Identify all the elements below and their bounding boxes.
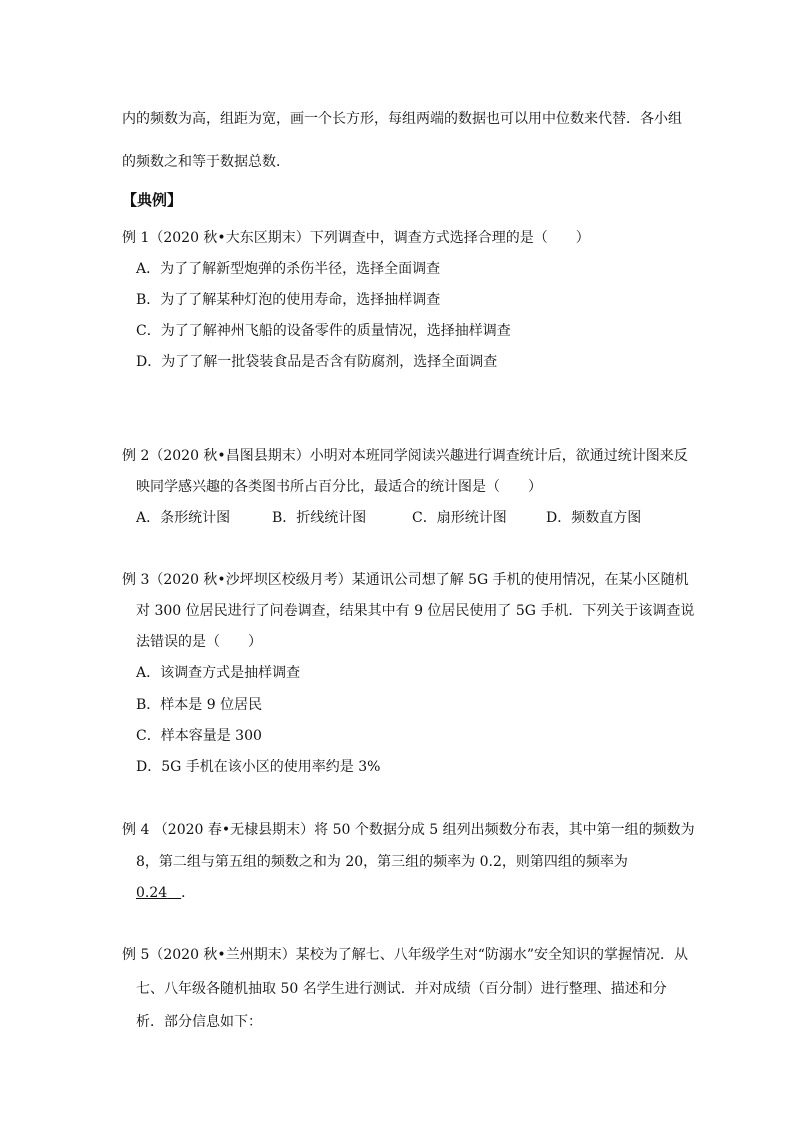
example-2-options	[136, 509, 641, 527]
example-4-answer-blank	[136, 885, 181, 901]
example-1-option-d: D．为了了解一批袋装食品是否含有防腐剂，选择全面调查	[136, 354, 498, 370]
example-4-answer-suffix: ．	[181, 885, 196, 901]
example-3-stem-line-1: 例 3（2020 秋•沙坪坝区校级月考）某通讯公司想了解 5G 手机的使用情况，在某小区随机	[122, 572, 689, 588]
example-3-stem-line-2: 对 300 位居民进行了问卷调查，结果其中有 9 位居民使用了 5G 手机．下列关于该调查说	[136, 603, 695, 619]
example-1-option-a: A．为了了解新型炮弹的杀伤半径，选择全面调查	[136, 261, 441, 277]
example-1-option-b: B．为了了解某种灯泡的使用寿命，选择抽样调查	[136, 292, 441, 308]
example-3-option-c: C．样本容量是 300	[136, 728, 262, 744]
example-2-option-c: C．扇形统计图	[412, 510, 507, 526]
example-5-stem-line-1: 例 5（2020 秋•兰州期末）某校为了解七、八年级学生对“防溺水”安全知识的掌握情况．从	[122, 947, 689, 963]
example-5-stem-line-2: 七、八年级各随机抽取 50 名学生进行测试．并对成绩（百分制）进行整理、描述和分	[136, 981, 667, 997]
example-4-stem-line-2: 8，第二组与第五组的频数之和为 20，第三组的频率为 0.2，则第四组的频率为	[136, 854, 628, 870]
example-3-option-a: A．该调查方式是抽样调查	[136, 665, 301, 681]
example-3-option-d: D．5G 手机在该小区的使用率约是 3%	[136, 759, 381, 775]
example-4-stem-line-1: 例 4 （2020 春•无棣县期末）将 50 个数据分成 5 组列出频数分布表，其中第一组的频数为	[122, 822, 695, 838]
example-4-answer: 0.24	[136, 885, 168, 901]
intro-line-1: 内的频数为高，组距为宽，画一个长方形，每组两端的数据也可以用中位数来代替．各小组	[122, 111, 682, 127]
example-2-stem-line-1: 例 2（2020 秋•昌图县期末）小明对本班同学阅读兴趣进行调查统计后，欲通过统计图来反	[122, 448, 688, 464]
example-4-answer-line	[136, 884, 195, 902]
example-1-stem: 例 1（2020 秋•大东区期末）下列调查中，调查方式选择合理的是（ ）	[122, 230, 590, 246]
example-2-option-d: D．频数直方图	[546, 510, 642, 526]
example-2-option-b: B．折线统计图	[272, 510, 367, 526]
example-1-option-c: C．为了了解神州飞船的设备零件的质量情况，选择抽样调查	[136, 323, 511, 339]
example-3-stem-line-3: 法错误的是（ ）	[136, 634, 262, 650]
example-2-option-a: A．条形统计图	[136, 510, 231, 526]
intro-line-2: 的频数之和等于数据总数．	[122, 154, 290, 170]
example-3-option-b: B．样本是 9 位居民	[136, 697, 263, 713]
example-2-stem-line-2: 映同学感兴趣的各类图书所占百分比，最适合的统计图是（ ）	[136, 479, 542, 495]
section-heading: 【典例】	[122, 191, 183, 209]
example-5-stem-line-3: 析．部分信息如下：	[136, 1014, 262, 1030]
